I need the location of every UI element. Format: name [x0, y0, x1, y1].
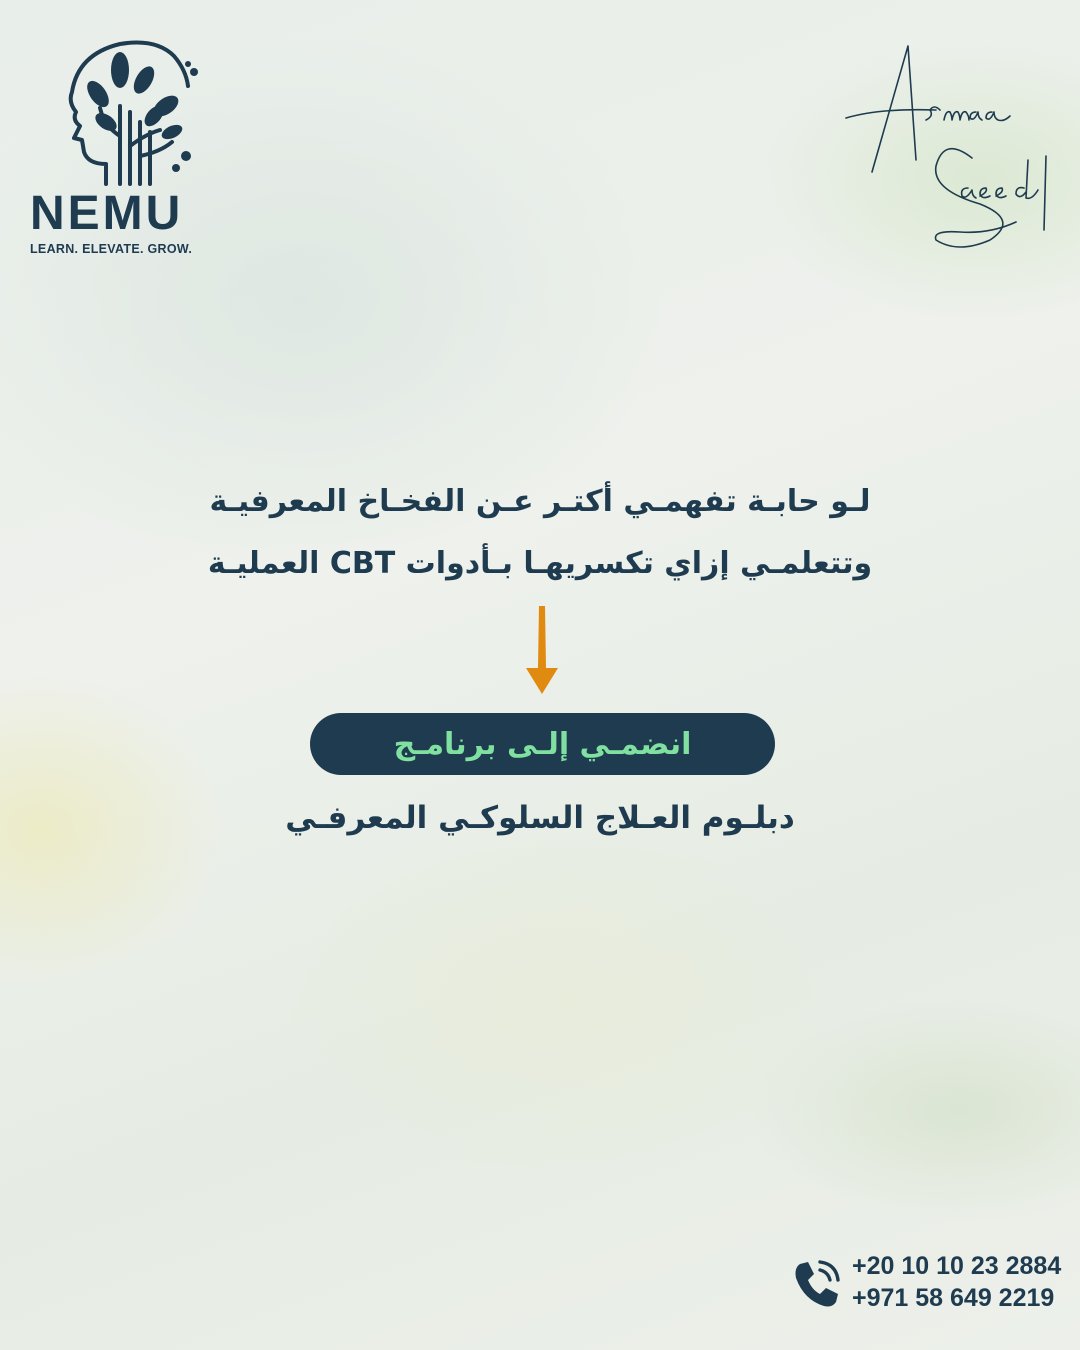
phone-number-uae[interactable]: +971 58 649 2219	[852, 1284, 1055, 1312]
program-title: دبلـوم العـلاج السلوكـي المعرفـي	[285, 800, 795, 836]
contact-info	[790, 1250, 1060, 1316]
brand-tagline: LEARN. ELEVATE. GROW.	[30, 242, 193, 256]
phone-number-egypt[interactable]: +20 10 10 23 2884	[852, 1252, 1062, 1280]
arrow-down-icon	[522, 606, 562, 696]
join-program-button[interactable]: انضمـي إلـى برنامـج	[310, 713, 775, 775]
phone-icon	[790, 1258, 842, 1310]
brand-name: NEMU	[30, 187, 184, 240]
brand-logo	[30, 36, 210, 256]
headline-line-2: وتتعلمـي إزاي تكسريهـا بـأدوات CBT العمليـة	[207, 546, 873, 581]
head-tree-icon	[48, 36, 198, 186]
phone-numbers	[852, 1250, 1061, 1314]
headline-line-1: لـو حابـة تفهمـي أكتـر عـن الفخـاخ المعرفيـة	[209, 484, 871, 519]
signature-logo	[840, 40, 1055, 255]
